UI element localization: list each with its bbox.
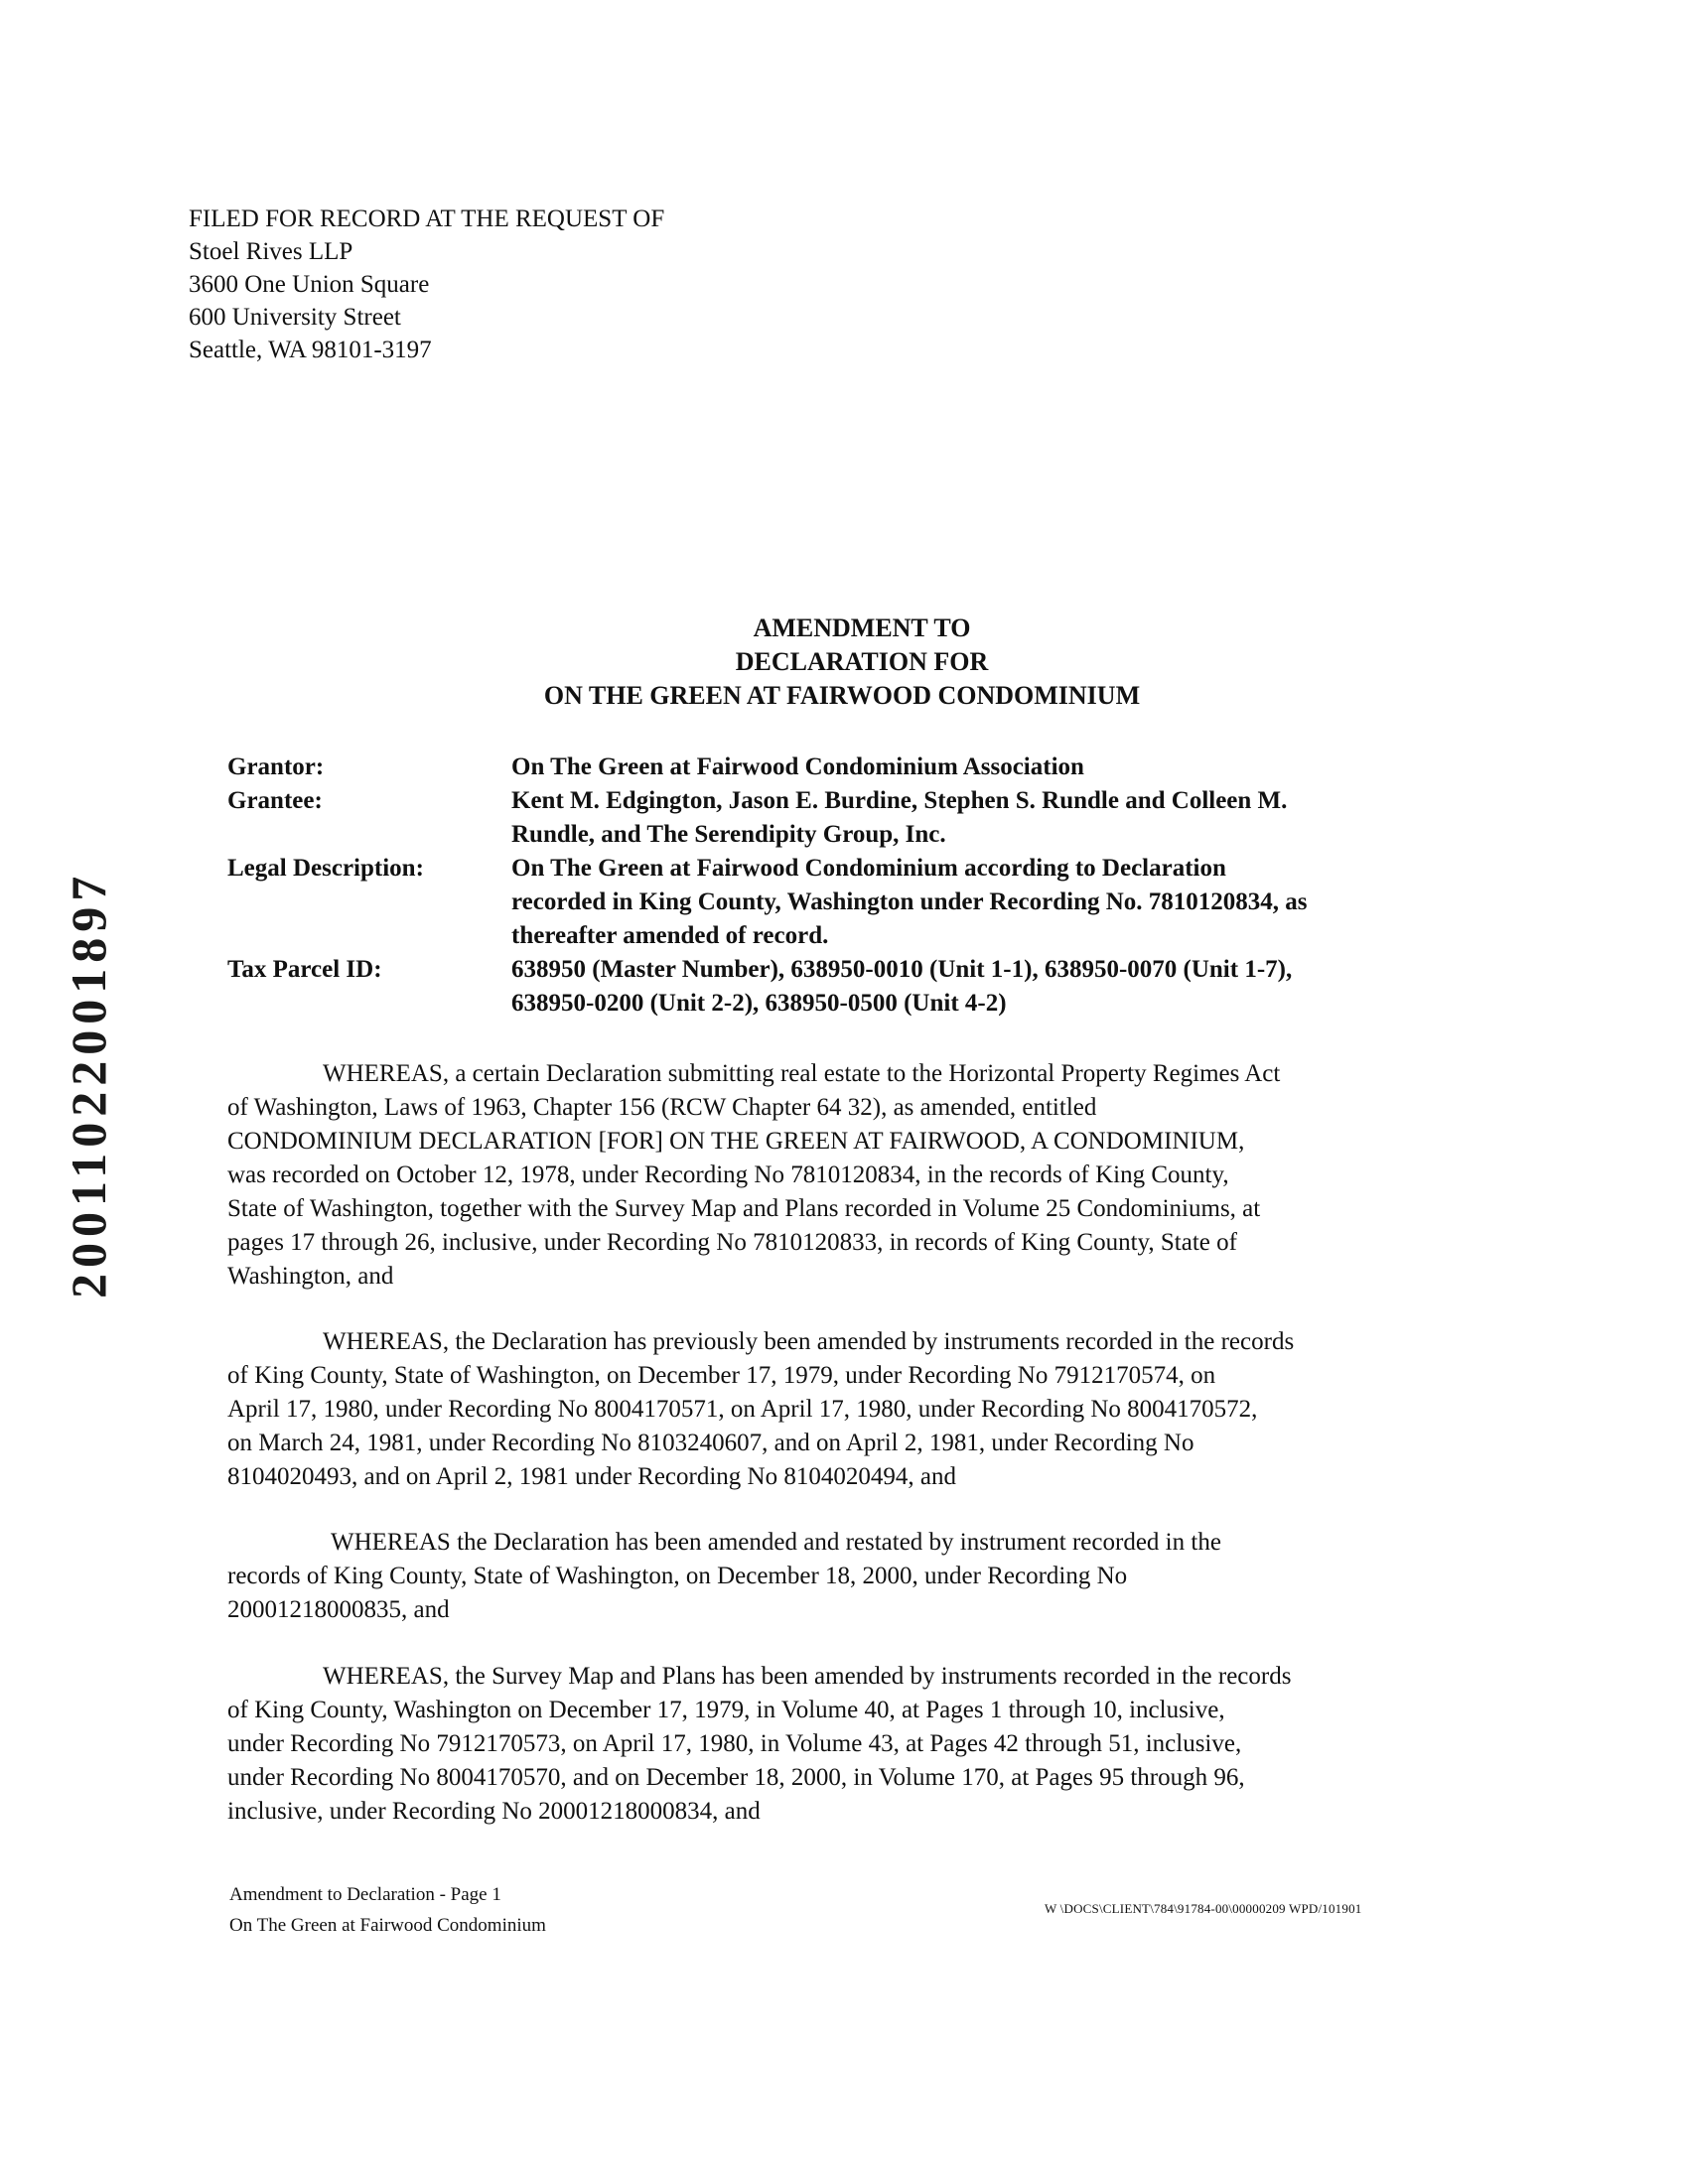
tax-parcel-row (227, 953, 1478, 1021)
paragraph-line: 8104020493, and on April 2, 1981 under Recording No 8104020494, and (227, 1463, 956, 1490)
legal-value-line: thereafter amended of record. (511, 922, 829, 949)
whereas-paragraph-2 (227, 1325, 1469, 1494)
paragraph-line: WHEREAS, the Survey Map and Plans has been amended by instruments recorded in the records (323, 1663, 1292, 1690)
tax-parcel-label: Tax Parcel ID: (227, 956, 382, 983)
whereas-paragraph-3 (227, 1526, 1469, 1627)
grantee-row (227, 784, 1478, 852)
paragraph-line: records of King County, State of Washington, on December 18, 2000, under Recording No (227, 1563, 1128, 1589)
filed-firm: Stoel Rives LLP (189, 238, 353, 265)
grantee-value-line: Kent M. Edgington, Jason E. Burdine, Stephen S. Rundle and Colleen M. (511, 787, 1288, 814)
grantee-label: Grantee: (227, 787, 323, 814)
paragraph-line: CONDOMINIUM DECLARATION [FOR] ON THE GREEN AT FAIRWOOD, A CONDOMINIUM, (227, 1128, 1245, 1155)
paragraph-line: of King County, Washington on December 17, 1979, in Volume 40, at Pages 1 through 10, inclusive, (227, 1697, 1225, 1723)
filed-address-2: 600 University Street (189, 304, 401, 331)
legal-value-line: recorded in King County, Washington under Recording No. 7810120834, as (511, 888, 1308, 915)
paragraph-line: under Recording No 8004170570, and on December 18, 2000, in Volume 170, at Pages 95 through 96, (227, 1764, 1245, 1791)
tax-parcel-value (511, 953, 1478, 1021)
grantee-value-line: Rundle, and The Serendipity Group, Inc. (511, 821, 946, 848)
filed-city: Seattle, WA 98101-3197 (189, 337, 432, 363)
paragraph-line: inclusive, under Recording No 20001218000834, and (227, 1798, 761, 1825)
legal-description-row (227, 852, 1478, 953)
whereas-paragraph-4 (227, 1660, 1469, 1829)
paragraph-line: under Recording No 7912170573, on April 17, 1980, in Volume 43, at Pages 42 through 51, inclusive, (227, 1730, 1242, 1757)
grantor-value-line: On The Green at Fairwood Condominium Association (511, 753, 1084, 780)
paragraph-line: April 17, 1980, under Recording No 8004170571, on April 17, 1980, under Recording No 8004170572, (227, 1396, 1258, 1423)
footer-file-path: W \DOCS\CLIENT\784\91784-00\00000209 WPD/101901 (1045, 1901, 1362, 1916)
paragraph-line: was recorded on October 12, 1978, under Recording No 7810120834, in the records of King County, (227, 1161, 1229, 1188)
recording-info-table (227, 751, 1478, 1021)
title-line-1: AMENDMENT TO (753, 614, 971, 642)
paragraph-line: 20001218000835, and (227, 1596, 450, 1623)
paragraph-line: on March 24, 1981, under Recording No 8103240607, and on April 2, 1981, under Recording No (227, 1430, 1194, 1456)
paragraph-line: WHEREAS, the Declaration has previously been amended by instruments recorded in the records (323, 1328, 1295, 1355)
paragraph-line: of King County, State of Washington, on December 17, 1979, under Recording No 7912170574, on (227, 1362, 1216, 1389)
title-line-3: ON THE GREEN AT FAIRWOOD CONDOMINIUM (543, 681, 1141, 710)
legal-description-value (511, 852, 1478, 953)
tax-value-line: 638950 (Master Number), 638950-0010 (Unit 1-1), 638950-0070 (Unit 1-7), (511, 956, 1293, 983)
tax-value-line: 638950-0200 (Unit 2-2), 638950-0500 (Unit 4-2) (511, 990, 1007, 1017)
legal-value-line: On The Green at Fairwood Condominium according to Declaration (511, 855, 1226, 882)
filed-for-record-block (189, 203, 664, 366)
page-footer (229, 1879, 546, 1941)
paragraph-line: WHEREAS, a certain Declaration submitting real estate to the Horizontal Property Regimes Act (323, 1060, 1281, 1087)
paragraph-line: State of Washington, together with the Survey Map and Plans recorded in Volume 25 Condominiums, at (227, 1195, 1261, 1222)
paragraph-line: WHEREAS the Declaration has been amended and restated by instrument recorded in the (331, 1529, 1221, 1556)
footer-document-name: On The Green at Fairwood Condominium (229, 1915, 546, 1936)
paragraph-line: of Washington, Laws of 1963, Chapter 156 (RCW Chapter 64 32), as amended, entitled (227, 1094, 1097, 1121)
footer-page-label: Amendment to Declaration - Page 1 (229, 1884, 501, 1905)
paragraph-line: pages 17 through 26, inclusive, under Recording No 7810120833, in records of King County, State of (227, 1229, 1237, 1256)
paragraph-line: Washington, and (227, 1263, 394, 1290)
grantor-label: Grantor: (227, 753, 325, 780)
filed-address-1: 3600 One Union Square (189, 271, 430, 298)
document-title (0, 612, 1684, 713)
title-line-2: DECLARATION FOR (735, 647, 989, 676)
grantee-value (511, 784, 1478, 852)
grantor-value (511, 751, 1478, 784)
whereas-paragraph-1 (227, 1057, 1469, 1294)
filed-heading: FILED FOR RECORD AT THE REQUEST OF (189, 205, 665, 232)
legal-description-label: Legal Description: (227, 855, 424, 882)
recording-number-stamp: 20011022001897 (61, 870, 116, 1298)
grantor-row (227, 751, 1478, 784)
